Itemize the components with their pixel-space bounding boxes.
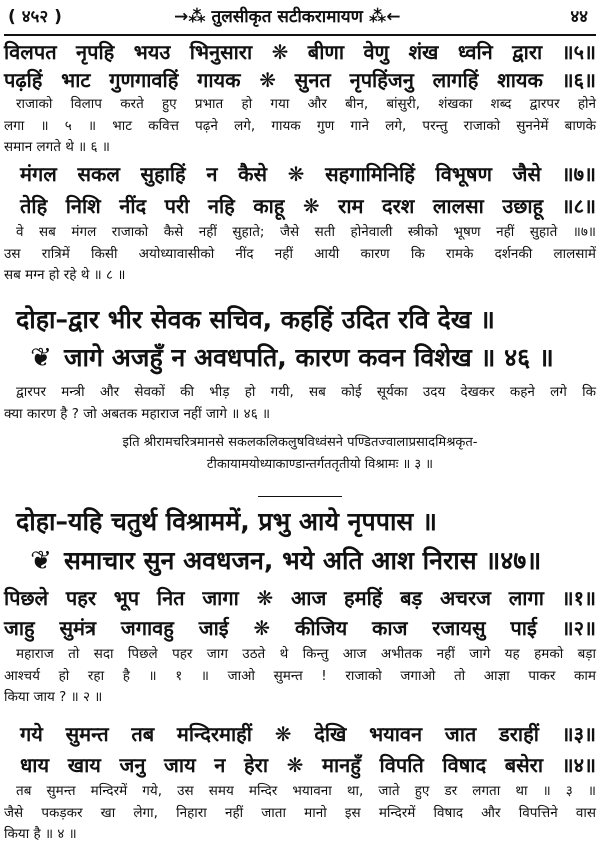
floral-ornament-icon: ❦ bbox=[30, 546, 52, 576]
page-number: ( ४५२ ) bbox=[8, 7, 62, 27]
doha-line: दोहा–द्वार भीर सेवक सचिव, कहहिं उदित रवि देख ॥ bbox=[16, 305, 495, 334]
commentary-line: तब सुमन्त मन्दिरमें गये, उस समय मन्दिर भयावना था, जाते हुए डर लगता था ॥ ३ ॥ bbox=[16, 783, 596, 799]
commentary-line: किया जाय ? ॥ २ ॥ bbox=[4, 689, 103, 705]
verse-line: तेहि निशि नींद परी नहि काहू ❋ राम दरश लालसा उछाहू ॥८॥ bbox=[20, 194, 596, 218]
verse-line: विलपत नृपहि भयउ भिनुसारा ❋ बीणा वेणु शंख ध्वनि द्वारा ॥५॥ bbox=[4, 40, 596, 64]
running-title: →⁂ तुलसीकृत सटीकरामायण ⁂← bbox=[174, 7, 401, 27]
commentary-line: आश्चर्य हो रहा है ॥ १ ॥ जाओ सुमन्त ! राजाको जगाओ तो आज्ञा पाकर काम bbox=[4, 667, 596, 684]
commentary-line: लगा ॥ ५ ॥ भाट कवित्त पढ़ने लगे, गायक गुण गाने लगे, परन्तु राजाको सुननेमें बाणके bbox=[4, 117, 596, 134]
verse-line: जाहु सुमंत्र जगावहु जाई ❋ कीजिय काज रजायसु पाई ॥२॥ bbox=[4, 616, 596, 640]
colophon-line: इति श्रीरामचरित्रमानसे सकलकलिकलुषविध्वंसने पण्डितज्वालाप्रसादमिश्रकृत- bbox=[122, 435, 478, 450]
commentary bbox=[4, 382, 596, 425]
doha-text: समाचार सुन अवधजन, भये अति आश निरास ॥४७॥ bbox=[64, 546, 542, 575]
doha-text: जागे अजहुँ न अवधपति, कारण कवन विशेख ॥ ४६ ॥ bbox=[64, 343, 554, 372]
doha-line bbox=[30, 543, 596, 579]
commentary bbox=[4, 644, 596, 709]
commentary bbox=[4, 94, 596, 159]
section-divider bbox=[258, 496, 342, 497]
commentary-line: उस रात्रिमें किसी अयोध्यावासीको नींद नहीं आयी कारण कि रामके दर्शनकी लालसामें bbox=[4, 245, 596, 262]
commentary-line: वे सब मंगल राजाको कैसे नहीं सुहाते; जैसे सती होनेवाली स्त्रीको भूषण नहीं सुहाते ॥७॥ bbox=[16, 224, 596, 240]
verse-line: गये सुमन्त तब मन्दिरमाहीं ❋ देखि भयावन जात डराहीं ॥३॥ bbox=[20, 722, 596, 746]
doha-line bbox=[30, 340, 596, 376]
commentary-line: जैसे पकड़कर खा लेगा, निहारा नहीं जाता मानो इस मन्दिरमें विषाद और विपत्तिने वास bbox=[4, 804, 596, 821]
colophon-line: टीकायामयोध्याकाण्डान्तर्गततृतीयो विश्रामः ॥ ३ ॥ bbox=[206, 457, 434, 472]
commentary-line: द्वारपर मन्त्री और सेवकों की भीड़ हो गयी, सब कोई सूर्यका उदय देखकर कहने लगे कि bbox=[16, 384, 596, 400]
colophon bbox=[4, 432, 596, 476]
floral-ornament-icon: ❦ bbox=[30, 343, 52, 373]
commentary-line: क्या कारण है ? जो अबतक महाराज नहीं जागे ॥ ४६ ॥ bbox=[4, 405, 271, 422]
commentary-line: राजाको विलाप करते हुए प्रभात हो गया और बीन, बांसुरी, शंखका शब्द द्वारपर होने bbox=[16, 96, 596, 112]
commentary bbox=[4, 781, 596, 846]
verse-line: मंगल सकल सुहाहिं न कैसे ❋ सहगामिनिहिं विभूषण जैसे ॥७॥ bbox=[20, 162, 596, 186]
commentary bbox=[4, 222, 596, 287]
verse-line: धाय खाय जनु जाय न हेरा ❋ मानहुँ विपति विषाद बसेरा ॥४॥ bbox=[20, 753, 596, 777]
verse-line: पिछले पहर भूप नित जागा ❋ आज हमहिं बड़ अचरज लागा ॥१॥ bbox=[4, 586, 596, 610]
commentary-line: महाराज तो सदा पिछले पहर जाग उठते थे किन्तु आज अभीतक नहीं जागे यह हमको बड़ा bbox=[16, 646, 596, 662]
doha-line: दोहा–यहि चतुर्थ विश्राममें, प्रभु आये नृपपास ॥ bbox=[16, 507, 437, 536]
commentary-line: सब मग्न हो रहे थे ॥ ८ ॥ bbox=[4, 267, 126, 283]
verse-line: पढ़हिं भाट गुणगावहिं गायक ❋ सुनत नृपहिंजनु लागहिं शायक ॥६॥ bbox=[4, 68, 596, 92]
commentary-line: किया है ॥ ४ ॥ bbox=[4, 826, 77, 842]
page-header bbox=[4, 4, 596, 30]
commentary-line: समान लगते थे ॥ ६ ॥ bbox=[4, 139, 110, 155]
section-number: ४४ bbox=[570, 7, 588, 27]
header-rule bbox=[4, 34, 596, 36]
